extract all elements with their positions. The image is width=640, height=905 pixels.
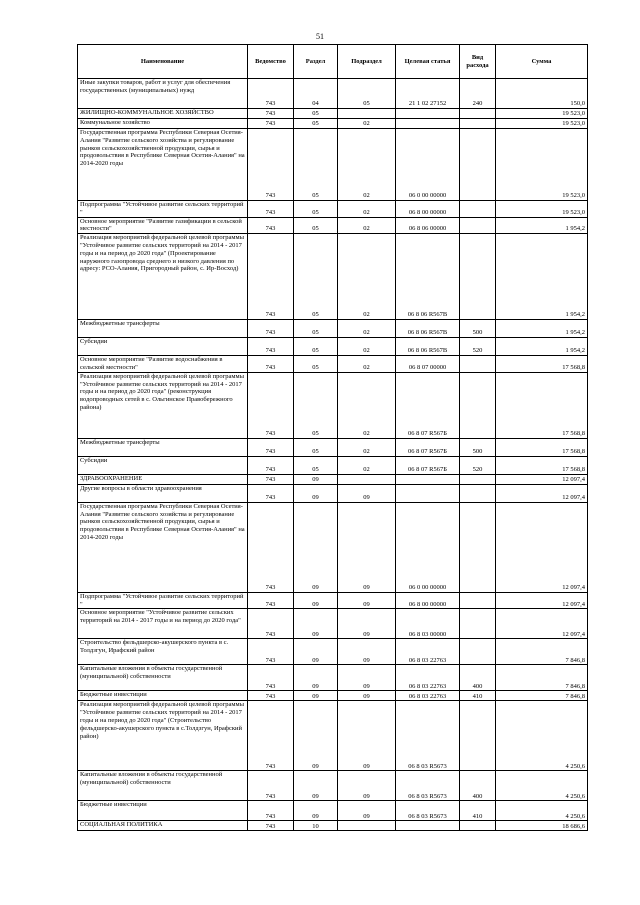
row-subsection: 09 <box>338 592 396 609</box>
row-sum: 17 568,8 <box>496 456 588 474</box>
row-dept: 743 <box>248 484 294 502</box>
row-sum: 19 523,0 <box>496 201 588 218</box>
row-subsection: 09 <box>338 691 396 701</box>
table-row <box>78 665 588 691</box>
row-name: Государственная программа Республики Северная Осетия-Алания "Развитие сельского хозяйства и регулирование рынков сельскохозяйственной продукции, сырья и продовольствия в Республике Северная Осетия-Алания" на 2014-2020 годы <box>78 502 248 592</box>
row-expense-type <box>460 701 496 771</box>
row-section: 09 <box>294 665 338 691</box>
row-dept: 743 <box>248 356 294 373</box>
column-header-target: Целевая статья <box>396 45 460 79</box>
table-row <box>78 338 588 356</box>
row-dept: 743 <box>248 609 294 639</box>
table-row <box>78 609 588 639</box>
row-dept: 743 <box>248 821 294 831</box>
row-name: Субсидии <box>78 456 248 474</box>
row-target-article: 06 0 00 00000 <box>396 129 460 201</box>
row-dept: 743 <box>248 456 294 474</box>
row-name: Реализация мероприятий федеральной целевой программы "Устойчивое развитие сельских территорий на 2014 - 2017 годы и на период до 2020 года" (Проектирование наружного газопровода среднего и низкого давления по адресу: РСО-Алания, Пригородный район, с. Ир-Восход) <box>78 234 248 320</box>
row-subsection <box>338 821 396 831</box>
table-row <box>78 356 588 373</box>
row-subsection: 02 <box>338 201 396 218</box>
row-section: 09 <box>294 474 338 484</box>
table-row <box>78 109 588 119</box>
table-row <box>78 320 588 338</box>
row-section: 10 <box>294 821 338 831</box>
row-section: 09 <box>294 609 338 639</box>
row-expense-type <box>460 502 496 592</box>
row-section: 04 <box>294 79 338 109</box>
row-subsection: 02 <box>338 356 396 373</box>
row-target-article: 06 8 07 00000 <box>396 356 460 373</box>
row-name: Межбюджетные трансферты <box>78 320 248 338</box>
table-header-row <box>78 45 588 79</box>
table-row <box>78 217 588 234</box>
row-name: Подпрограмма "Устойчивое развитие сельских территорий " <box>78 592 248 609</box>
row-subsection: 02 <box>338 372 396 438</box>
row-name: СОЦИАЛЬНАЯ ПОЛИТИКА <box>78 821 248 831</box>
row-target-article: 06 8 06 R567В <box>396 234 460 320</box>
row-subsection: 02 <box>338 438 396 456</box>
row-section: 05 <box>294 338 338 356</box>
row-subsection: 02 <box>338 119 396 129</box>
table-row <box>78 701 588 771</box>
row-section: 05 <box>294 119 338 129</box>
row-section: 05 <box>294 372 338 438</box>
row-target-article <box>396 821 460 831</box>
row-section: 09 <box>294 592 338 609</box>
row-name: Капитальные вложения в объекты государственной (муниципальной) собственности <box>78 771 248 801</box>
row-subsection: 09 <box>338 665 396 691</box>
row-sum: 17 568,8 <box>496 372 588 438</box>
row-expense-type: 520 <box>460 338 496 356</box>
column-header-name: Наименование <box>78 45 248 79</box>
row-name: Другие вопросы в области здравоохранения <box>78 484 248 502</box>
table-row <box>78 592 588 609</box>
row-sum: 19 523,0 <box>496 129 588 201</box>
row-dept: 743 <box>248 474 294 484</box>
row-subsection: 09 <box>338 609 396 639</box>
row-sum: 1 954,2 <box>496 217 588 234</box>
row-section: 09 <box>294 701 338 771</box>
table-row <box>78 234 588 320</box>
row-target-article: 06 8 07 R567Б <box>396 456 460 474</box>
row-sum: 4 250,6 <box>496 771 588 801</box>
row-subsection: 02 <box>338 456 396 474</box>
row-sum: 1 954,2 <box>496 234 588 320</box>
row-name: Субсидии <box>78 338 248 356</box>
row-target-article: 06 8 03 R5673 <box>396 701 460 771</box>
row-expense-type <box>460 109 496 119</box>
table-row <box>78 474 588 484</box>
row-subsection: 09 <box>338 484 396 502</box>
row-sum: 4 250,6 <box>496 701 588 771</box>
row-target-article: 06 8 00 00000 <box>396 201 460 218</box>
row-target-article <box>396 119 460 129</box>
row-subsection <box>338 474 396 484</box>
row-expense-type: 400 <box>460 771 496 801</box>
row-name: ЖИЛИЩНО-КОММУНАЛЬНОЕ ХОЗЯЙСТВО <box>78 109 248 119</box>
column-header-sum: Сумма <box>496 45 588 79</box>
table-row <box>78 119 588 129</box>
table-row <box>78 372 588 438</box>
row-subsection: 09 <box>338 701 396 771</box>
table-row <box>78 129 588 201</box>
row-dept: 743 <box>248 201 294 218</box>
table-row <box>78 484 588 502</box>
row-dept: 743 <box>248 320 294 338</box>
row-section: 05 <box>294 438 338 456</box>
row-subsection: 02 <box>338 217 396 234</box>
table-row <box>78 771 588 801</box>
row-expense-type: 240 <box>460 79 496 109</box>
row-expense-type: 500 <box>460 320 496 338</box>
column-header-expense-type: Вид расхода <box>460 45 496 79</box>
row-expense-type <box>460 356 496 373</box>
row-expense-type <box>460 474 496 484</box>
row-target-article: 06 8 07 R567Б <box>396 438 460 456</box>
row-dept: 743 <box>248 665 294 691</box>
row-expense-type: 400 <box>460 665 496 691</box>
row-target-article: 06 8 03 22763 <box>396 665 460 691</box>
row-dept: 743 <box>248 217 294 234</box>
row-target-article <box>396 474 460 484</box>
row-subsection: 09 <box>338 639 396 665</box>
row-dept: 743 <box>248 129 294 201</box>
row-dept: 743 <box>248 502 294 592</box>
row-section: 05 <box>294 356 338 373</box>
row-name: Основное мероприятие "Устойчивое развитие сельских территорий на 2014 - 2017 годы и на период до 2020 года" <box>78 609 248 639</box>
row-sum: 19 523,0 <box>496 109 588 119</box>
row-expense-type <box>460 372 496 438</box>
row-sum: 1 954,2 <box>496 320 588 338</box>
row-name: Основное мероприятие "Развитие водоснабжения в сельской местности" <box>78 356 248 373</box>
row-sum: 4 250,6 <box>496 801 588 821</box>
row-section: 05 <box>294 201 338 218</box>
row-dept: 743 <box>248 691 294 701</box>
row-subsection <box>338 109 396 119</box>
row-section: 05 <box>294 234 338 320</box>
row-section: 09 <box>294 484 338 502</box>
row-name: Реализация мероприятий федеральной целевой программы "Устойчивое развитие сельских территорий на 2014 - 2017 годы и на период до 2020 года" (реконструкция водопроводных сетей в с. Ольгинское Правобережного района) <box>78 372 248 438</box>
table-row <box>78 691 588 701</box>
row-sum: 19 523,0 <box>496 119 588 129</box>
row-sum: 7 846,8 <box>496 665 588 691</box>
row-target-article: 06 8 03 R5673 <box>396 771 460 801</box>
row-sum: 1 954,2 <box>496 338 588 356</box>
row-target-article: 06 8 03 R5673 <box>396 801 460 821</box>
row-expense-type <box>460 592 496 609</box>
row-expense-type <box>460 609 496 639</box>
row-target-article: 06 8 06 R567В <box>396 338 460 356</box>
row-dept: 743 <box>248 801 294 821</box>
row-dept: 743 <box>248 372 294 438</box>
row-sum: 17 568,8 <box>496 438 588 456</box>
table-row <box>78 201 588 218</box>
row-section: 05 <box>294 217 338 234</box>
row-section: 05 <box>294 456 338 474</box>
row-dept: 743 <box>248 79 294 109</box>
row-dept: 743 <box>248 639 294 665</box>
row-target-article: 21 1 02 27152 <box>396 79 460 109</box>
row-target-article: 06 0 00 00000 <box>396 502 460 592</box>
row-target-article <box>396 484 460 502</box>
row-dept: 743 <box>248 438 294 456</box>
table-row <box>78 456 588 474</box>
row-expense-type <box>460 639 496 665</box>
row-expense-type <box>460 484 496 502</box>
row-name: Основное мероприятие "Развитие газификации в сельской местности" <box>78 217 248 234</box>
table-row <box>78 639 588 665</box>
row-sum: 12 097,4 <box>496 592 588 609</box>
row-subsection: 02 <box>338 320 396 338</box>
row-name: Реализация мероприятий федеральной целевой программы "Устойчивое развитие сельских территорий на 2014 - 2017 годы и на период до 2020 года" (Строительство фельдшерско-акушерского пункта в с.Толдзгун, Ирафский район) <box>78 701 248 771</box>
row-sum: 12 097,4 <box>496 474 588 484</box>
page-number: 51 <box>316 32 324 41</box>
row-sum: 7 846,8 <box>496 639 588 665</box>
row-sum: 150,0 <box>496 79 588 109</box>
row-section: 05 <box>294 129 338 201</box>
row-target-article: 06 8 06 R567В <box>396 320 460 338</box>
row-section: 05 <box>294 320 338 338</box>
row-section: 05 <box>294 109 338 119</box>
row-expense-type <box>460 201 496 218</box>
row-subsection: 09 <box>338 801 396 821</box>
row-section: 09 <box>294 771 338 801</box>
row-section: 09 <box>294 502 338 592</box>
table-row <box>78 438 588 456</box>
row-sum: 18 686,6 <box>496 821 588 831</box>
row-expense-type: 520 <box>460 456 496 474</box>
row-target-article: 06 8 06 00000 <box>396 217 460 234</box>
table-row <box>78 821 588 831</box>
row-expense-type: 410 <box>460 801 496 821</box>
table-row <box>78 502 588 592</box>
budget-table <box>77 44 588 831</box>
row-name: Бюджетные инвестиции <box>78 691 248 701</box>
row-dept: 743 <box>248 234 294 320</box>
row-sum: 12 097,4 <box>496 502 588 592</box>
row-name: Коммунальное хозяйство <box>78 119 248 129</box>
row-subsection: 05 <box>338 79 396 109</box>
row-expense-type <box>460 234 496 320</box>
row-dept: 743 <box>248 338 294 356</box>
row-name: Межбюджетные трансферты <box>78 438 248 456</box>
row-name: ЗДРАВООХРАНЕНИЕ <box>78 474 248 484</box>
row-expense-type <box>460 217 496 234</box>
row-name: Бюджетные инвестиции <box>78 801 248 821</box>
row-name: Подпрограмма "Устойчивое развитие сельских территорий " <box>78 201 248 218</box>
row-subsection: 02 <box>338 234 396 320</box>
row-dept: 743 <box>248 771 294 801</box>
row-target-article: 06 8 03 00000 <box>396 609 460 639</box>
row-subsection: 02 <box>338 129 396 201</box>
row-dept: 743 <box>248 109 294 119</box>
row-expense-type: 410 <box>460 691 496 701</box>
row-sum: 17 568,8 <box>496 356 588 373</box>
table-row <box>78 79 588 109</box>
row-target-article: 06 8 03 22763 <box>396 639 460 665</box>
row-section: 09 <box>294 801 338 821</box>
row-name: Строительство фельдшерско-акушерского пункта в с. Толдзгун, Ирафский район <box>78 639 248 665</box>
row-subsection: 09 <box>338 771 396 801</box>
row-name: Иные закупки товаров, работ и услуг для обеспечения государственных (муниципальных) нужд <box>78 79 248 109</box>
row-subsection: 02 <box>338 338 396 356</box>
column-header-subsection: Подраздел <box>338 45 396 79</box>
row-subsection: 09 <box>338 502 396 592</box>
row-section: 09 <box>294 691 338 701</box>
row-name: Капитальные вложения в объекты государственной (муниципальной) собственности <box>78 665 248 691</box>
row-sum: 7 846,8 <box>496 691 588 701</box>
row-dept: 743 <box>248 119 294 129</box>
row-target-article: 06 8 00 00000 <box>396 592 460 609</box>
row-expense-type <box>460 821 496 831</box>
column-header-section: Раздел <box>294 45 338 79</box>
row-sum: 12 097,4 <box>496 609 588 639</box>
row-section: 09 <box>294 639 338 665</box>
row-target-article: 06 8 03 22763 <box>396 691 460 701</box>
row-sum: 12 097,4 <box>496 484 588 502</box>
row-expense-type <box>460 129 496 201</box>
column-header-dept: Ведомство <box>248 45 294 79</box>
row-target-article: 06 8 07 R567Б <box>396 372 460 438</box>
table-row <box>78 801 588 821</box>
row-name: Государственная программа Республики Северная Осетия-Алания "Развитие сельского хозяйства и регулирование рынков сельскохозяйственной продукции, сырья и продовольствия в Республике Северная Осетия-Алания" на 2014-2020 годы <box>78 129 248 201</box>
row-dept: 743 <box>248 701 294 771</box>
row-dept: 743 <box>248 592 294 609</box>
row-expense-type <box>460 119 496 129</box>
row-target-article <box>396 109 460 119</box>
row-expense-type: 500 <box>460 438 496 456</box>
